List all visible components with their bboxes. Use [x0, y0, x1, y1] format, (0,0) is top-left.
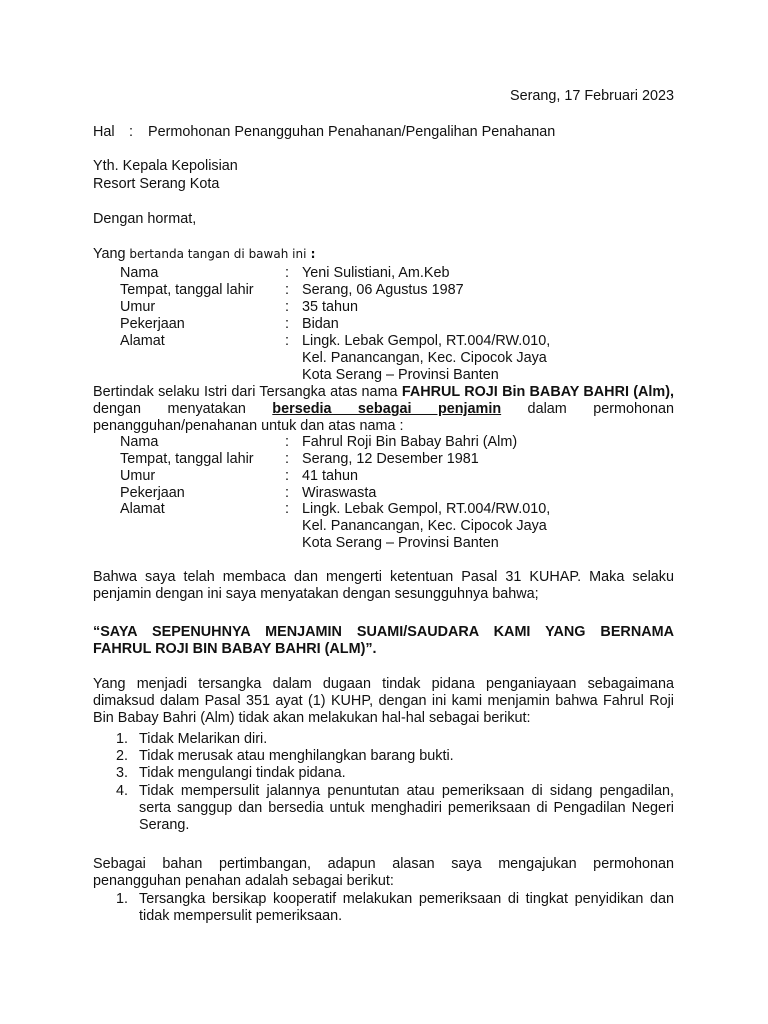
detail-value: 41 tahun — [302, 468, 359, 484]
acting-text: Bertindak selaku Istri dari Tersangka atas nama — [93, 384, 402, 400]
guarantee-heading-line-1: “SAYA SEPENUHNYA MENJAMIN SUAMI/SAUDARA KAMI YANG BERNAMA — [93, 624, 674, 640]
detail-value: Kel. Panancangan, Kec. Cipocok Jaya — [302, 350, 547, 366]
list-number: 1. — [116, 731, 129, 747]
detail-value: Fahrul Roji Bin Babay Bahri (Alm) — [302, 434, 518, 450]
detail-label: Nama — [120, 434, 159, 450]
detail-colon: : — [285, 299, 289, 315]
detail-colon: : — [285, 485, 289, 501]
list-number: 2. — [116, 748, 129, 764]
guarantee-heading-line-2: FAHRUL ROJI BIN BABAY BAHRI (ALM)”. — [93, 641, 377, 657]
acting-text: dalam permohonan penangguhan/penahanan untuk dan atas nama : — [93, 401, 674, 434]
detail-label: Alamat — [120, 501, 165, 517]
detail-value: Serang, 06 Agustus 1987 — [302, 282, 464, 298]
addressee-line-1: Yth. Kepala Kepolisian — [93, 158, 238, 174]
detail-colon: : — [285, 451, 289, 467]
list-text: Tersangka bersikap kooperatif melakukan pemeriksaan di tingkat penyidikan dan tidak mempersulit pemeriksaan. — [139, 891, 674, 924]
detail-label: Umur — [120, 299, 156, 315]
detail-colon: : — [285, 333, 289, 349]
acting-text: dengan menyatakan — [93, 401, 273, 417]
signer-intro-word: Yang — [93, 246, 126, 262]
detail-label: Tempat, tanggal lahir — [120, 282, 254, 298]
salutation: Dengan hormat, — [93, 211, 197, 227]
signer-intro-rest: bertanda tangan di bawah ini — [125, 247, 307, 261]
suspect-paragraph: Yang menjadi tersangka dalam dugaan tindak pidana penganiayaan sebagaimana dimaksud dalam Pasal 351 ayat (1) KUHP, dengan ini kami menjamin bahwa Fahrul Roji Bin Babay Bahri (Alm) tidak akan melakukan hal-hal sebagai berikut: — [93, 676, 674, 726]
detail-value: Lingk. Lebak Gempol, RT.004/RW.010, — [302, 333, 551, 349]
date-line: Serang, 17 Februari 2023 — [509, 88, 674, 104]
detail-colon: : — [285, 434, 289, 450]
list-text: Tidak Melarikan diri. — [139, 731, 268, 747]
detail-value: Serang, 12 Desember 1981 — [302, 451, 479, 467]
detail-value: Kota Serang – Provinsi Banten — [302, 367, 499, 383]
subject-text: Permohonan Penangguhan Penahanan/Pengalihan Penahanan — [148, 124, 556, 140]
list-number: 4. — [116, 783, 129, 799]
signer-intro-colon: : — [306, 247, 316, 261]
addressee-line-2: Resort Serang Kota — [93, 176, 220, 192]
detail-value: Yeni Sulistiani, Am.Keb — [302, 265, 450, 281]
detail-value: Wiraswasta — [302, 485, 377, 501]
reasons-paragraph: Sebagai bahan pertimbangan, adapun alasan saya mengajukan permohonan penangguhan penahan adalah sebagai berikut: — [93, 856, 674, 889]
subject-colon: : — [129, 124, 133, 140]
detail-label: Pekerjaan — [120, 316, 185, 332]
detail-colon: : — [285, 501, 289, 517]
detail-colon: : — [285, 282, 289, 298]
detail-value: Kota Serang – Provinsi Banten — [302, 535, 499, 551]
suspect-name-bold: FAHRUL ROJI Bin BABAY BAHRI (Alm), — [401, 384, 675, 400]
list-number: 3. — [116, 765, 129, 781]
detail-label: Pekerjaan — [120, 485, 185, 501]
subject-label: Hal — [93, 124, 115, 140]
statement-paragraph: Bahwa saya telah membaca dan mengerti ketentuan Pasal 31 KUHAP. Maka selaku penjamin dengan ini saya menyatakan dengan sesungguhnya bahwa; — [93, 569, 674, 602]
guarantor-phrase: bersedia sebagai penjamin — [272, 401, 502, 417]
detail-label: Tempat, tanggal lahir — [120, 451, 254, 467]
list-number: 1. — [116, 891, 129, 907]
detail-colon: : — [285, 468, 289, 484]
detail-value: Lingk. Lebak Gempol, RT.004/RW.010, — [302, 501, 551, 517]
detail-colon: : — [285, 316, 289, 332]
list-text: Tidak merusak atau menghilangkan barang bukti. — [139, 748, 454, 764]
signer-intro — [93, 246, 315, 263]
list-text: Tidak mengulangi tindak pidana. — [139, 765, 346, 781]
detail-value: Bidan — [302, 316, 339, 332]
detail-value: Kel. Panancangan, Kec. Cipocok Jaya — [302, 518, 547, 534]
detail-label: Umur — [120, 468, 156, 484]
detail-label: Nama — [120, 265, 159, 281]
detail-value: 35 tahun — [302, 299, 359, 315]
acting-paragraph — [93, 384, 674, 435]
list-text: Tidak mempersulit jalannya penuntutan atau pemeriksaan di sidang pengadilan, serta sanggup dan bersedia untuk menghadiri pemeriksaan di Pengadilan Negeri Serang. — [139, 783, 674, 833]
detail-label: Alamat — [120, 333, 165, 349]
detail-colon: : — [285, 265, 289, 281]
